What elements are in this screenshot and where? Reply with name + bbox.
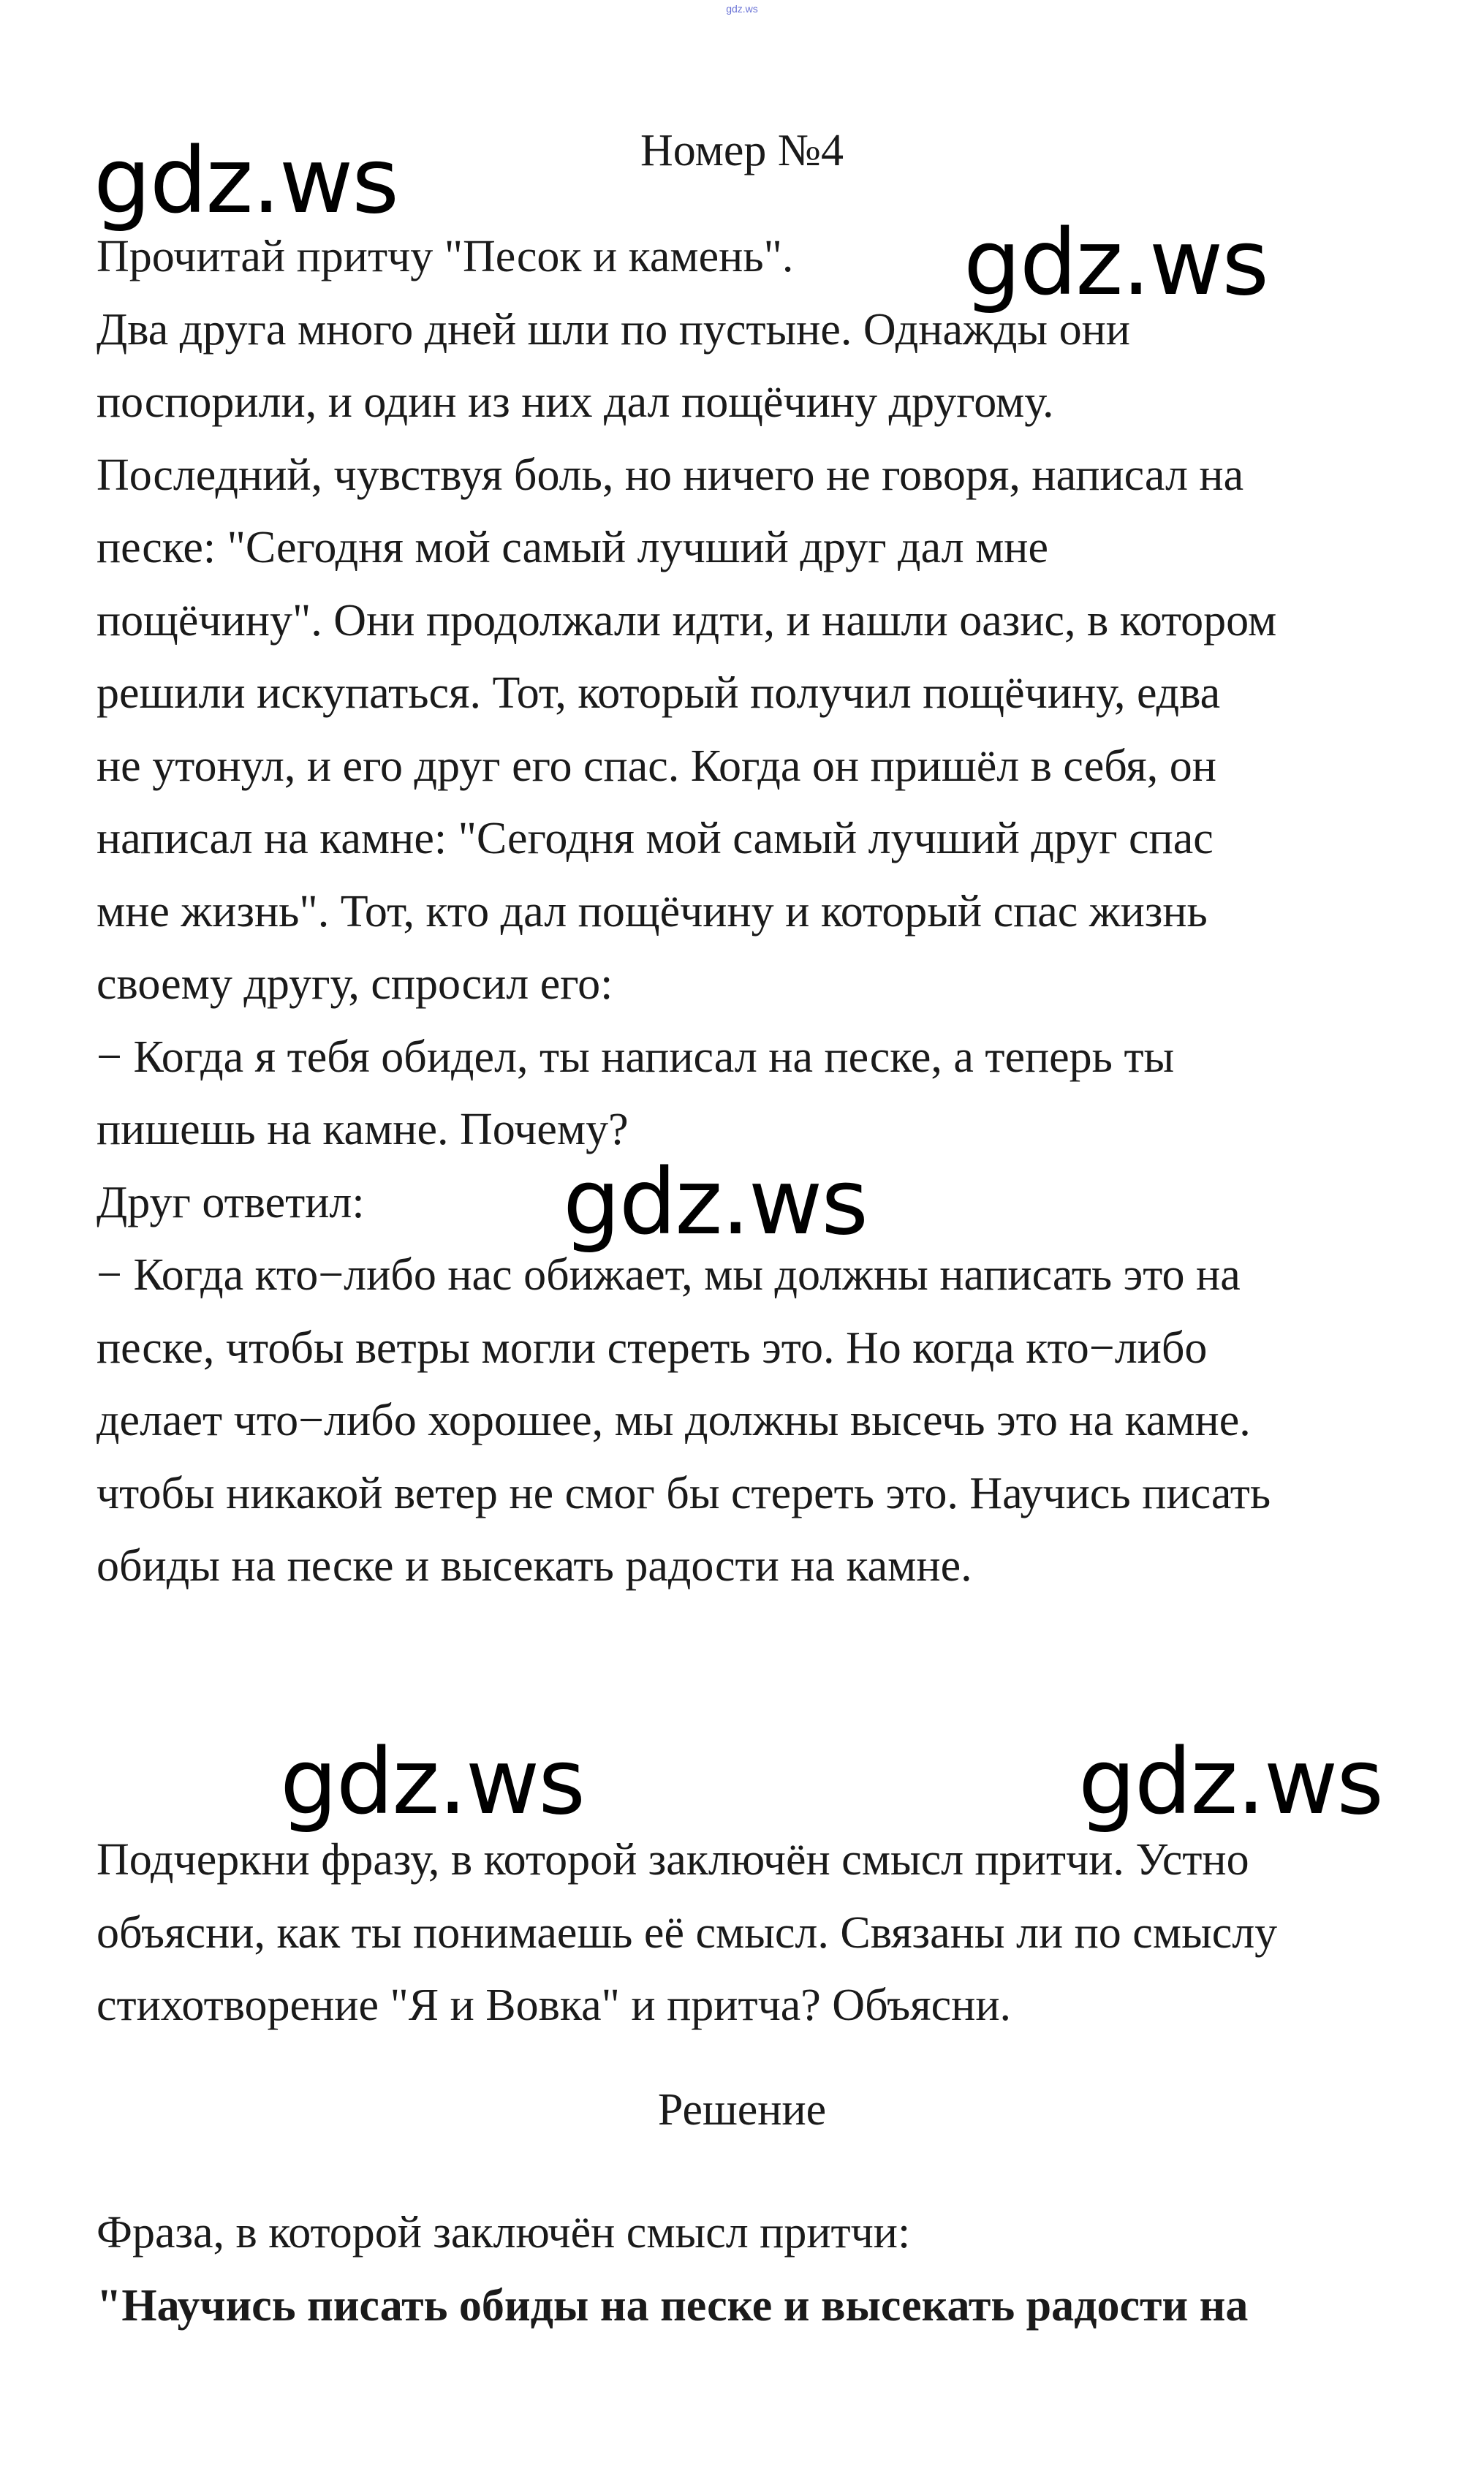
story-line: песке, чтобы ветры могли стереть это. Но когда кто−либо xyxy=(96,1322,1208,1373)
story-line: Друг ответил: xyxy=(96,1177,365,1227)
watermark: gdz.ws xyxy=(563,1150,867,1255)
story-line: поспорили, и один из них дал пощёчину другому. xyxy=(96,377,1054,427)
header-watermark: gdz.ws xyxy=(726,3,758,15)
watermark: gdz.ws xyxy=(94,129,398,234)
story-line: делает что−либо хорошее, мы должны высечь это на камне. xyxy=(96,1396,1251,1445)
story-line: обиды на песке и высекать радости на камне. xyxy=(96,1541,972,1591)
story-line: песке: "Сегодня мой самый лучший друг дал мне xyxy=(96,523,1048,572)
story-line: Два друга много дней шли по пустыне. Однажды они xyxy=(96,304,1130,355)
answer-quote: "Научись писать обиды на песке и высекать радости на xyxy=(96,2280,1249,2331)
task-line: объясни, как ты понимаешь её смысл. Связаны ли по смыслу xyxy=(96,1907,1278,1958)
story-line: пощёчину". Они продолжали идти, и нашли оазис, в котором xyxy=(96,595,1277,646)
story-line: − Когда я тебя обидел, ты написал на песке, а теперь ты xyxy=(96,1032,1175,1082)
parable-text xyxy=(96,221,1427,1603)
watermark: gdz.ws xyxy=(1078,1730,1382,1835)
task-line: стихотворение "Я и Вовка" и притча? Объясни. xyxy=(96,1980,1012,2030)
answer-text xyxy=(96,2197,1427,2342)
page-title: Номер №4 xyxy=(640,126,844,175)
task-text xyxy=(96,1824,1427,2043)
story-line: не утонул, и его друг его спас. Когда он пришёл в себя, он xyxy=(96,741,1216,791)
story-line: пишешь на камне. Почему? xyxy=(96,1105,629,1154)
story-line: решили искупаться. Тот, который получил пощёчину, едва xyxy=(96,668,1221,718)
task-line: Подчеркни фразу, в которой заключён смысл притчи. Устно xyxy=(96,1835,1249,1885)
story-line: Последний, чувствуя боль, но ничего не говоря, написал на xyxy=(96,450,1244,500)
story-line: − Когда кто−либо нас обижает, мы должны написать это на xyxy=(96,1250,1241,1300)
story-line: Прочитай притчу "Песок и камень". xyxy=(96,232,794,281)
watermark: gdz.ws xyxy=(964,211,1268,316)
watermark: gdz.ws xyxy=(280,1730,584,1835)
story-line: мне жизнь". Тот, кто дал пощёчину и который спас жизнь xyxy=(96,886,1208,936)
story-line: своему другу, спросил его: xyxy=(96,959,613,1009)
story-line: написал на камне: "Сегодня мой самый лучший друг спас xyxy=(96,814,1214,863)
story-line: чтобы никакой ветер не смог бы стереть это. Научись писать xyxy=(96,1468,1271,1518)
answer-intro: Фраза, в которой заключён смысл притчи: xyxy=(96,2208,911,2258)
solution-heading: Решение xyxy=(657,2085,827,2135)
